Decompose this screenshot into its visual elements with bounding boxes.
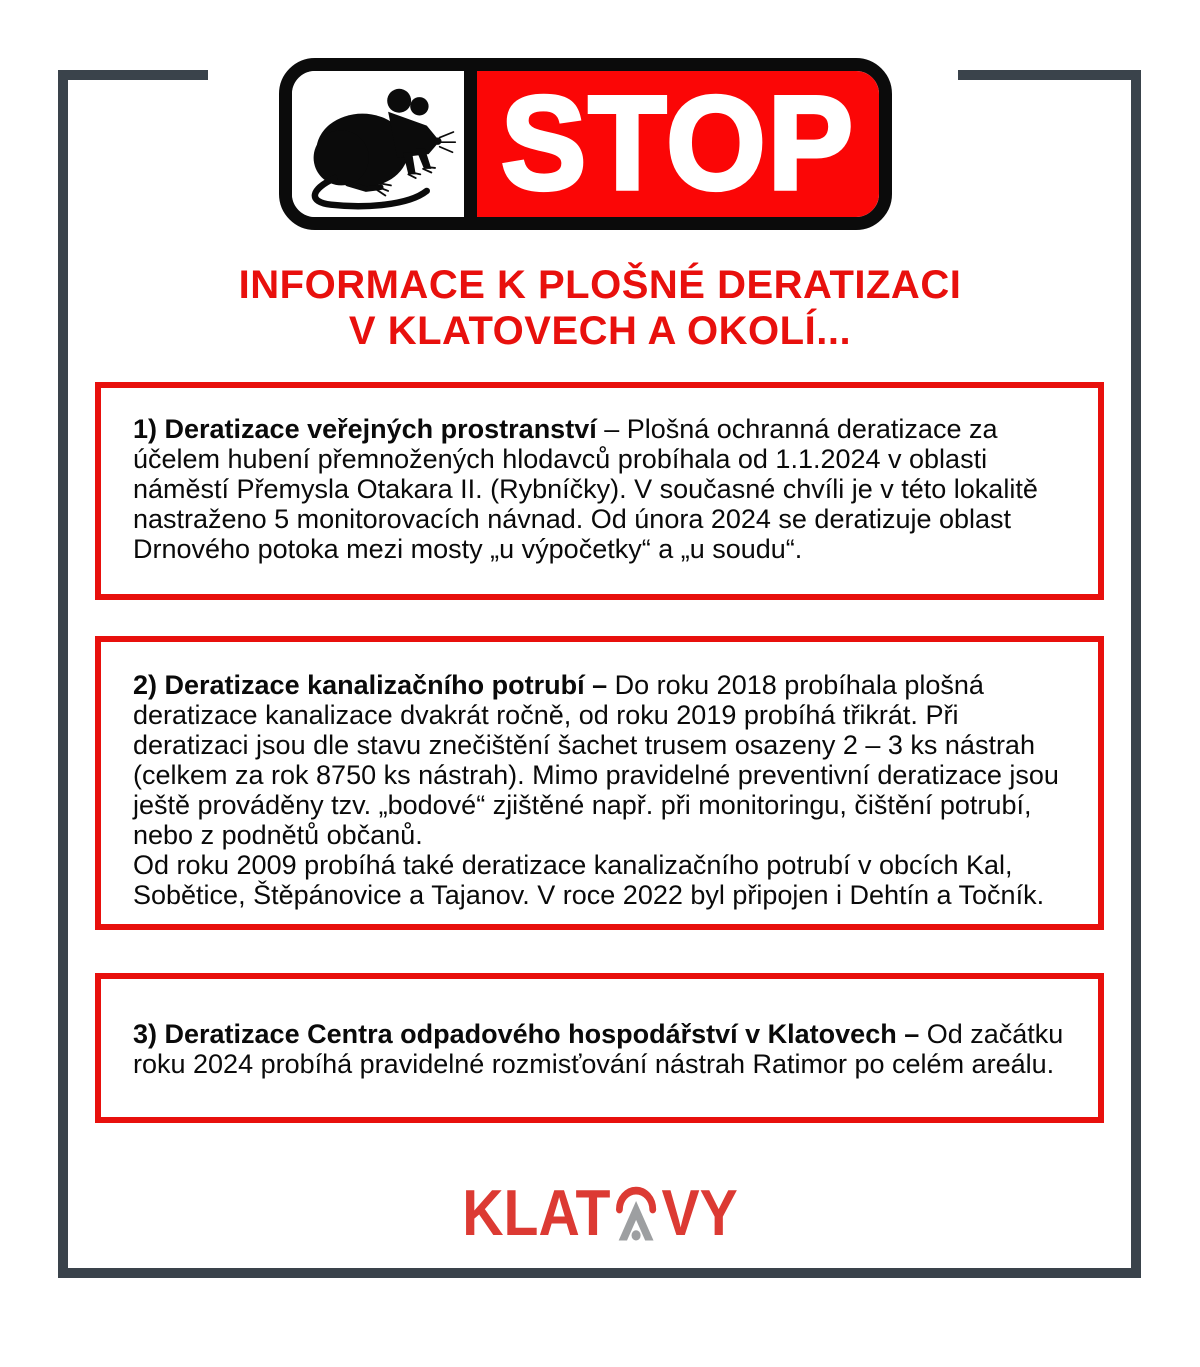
- klatovy-logo-right: VY: [661, 1176, 738, 1249]
- klatovy-logo-o-mark-icon: [613, 1182, 659, 1244]
- rat-panel: [292, 71, 464, 217]
- section-sewer-pipes-heading: 2) Deratizace kanalizačního potrubí –: [133, 670, 615, 700]
- section-waste-center-text: [133, 1019, 1072, 1079]
- section-public-areas: [95, 382, 1104, 600]
- section-public-areas-text: [133, 414, 1072, 564]
- section-sewer-pipes-text-2: [133, 850, 1072, 910]
- klatovy-logo-left: KLAT: [462, 1176, 611, 1249]
- section-waste-center-body: Od začátku roku 2024 probíhá pravidelné rozmisťování nástrah Ratimor po celém areálu.: [133, 1019, 1064, 1079]
- sign-divider: [464, 71, 477, 217]
- stop-rat-sign: [279, 58, 892, 230]
- page-title: [0, 262, 1200, 354]
- stop-label: STOP: [500, 69, 856, 218]
- section-public-areas-heading: 1) Deratizace veřejných prostranství: [133, 414, 597, 444]
- section-sewer-pipes-body: Do roku 2018 probíhala plošná deratizace kanalizace dvakrát ročně, od roku 2019 probíhá třikrát. Při deratizaci jsou dle stavu znečištění šachet trusem osazeny 2 – 3 ks nástrah (celkem za rok 8750 ks nástrah). Mimo pravidelné preventivní deratizace jsou ještě prováděny tzv. „bodové“ zjištěné např. při monitoringu, čištění potrubí, nebo z podnětů občanů.: [133, 670, 1059, 850]
- section-sewer-pipes-text: [133, 670, 1072, 850]
- section-public-areas-body: – Plošná ochranná deratizace za účelem hubení přemnožených hlodavců probíhala od 1.1.2024 v oblasti náměstí Přemysla Otakara II. (Rybníčky). V současné chvíli je v této lokalitě nastraženo 5 monitorovacích návnad. Od února 2024 se deratizuje oblast Drnového potoka mezi mosty „u výpočetky“ a „u soudu“.: [133, 414, 1038, 564]
- section-waste-center-heading: 3) Deratizace Centra odpadového hospodářství v Klatovech –: [133, 1019, 927, 1049]
- section-sewer-pipes: [95, 636, 1104, 930]
- section-sewer-pipes-body2: Od roku 2009 probíhá také deratizace kanalizačního potrubí v obcích Kal, Sobětice, Štěpánovice a Tajanov. V roce 2022 byl připojen i Dehtín a Točník.: [133, 850, 1045, 910]
- section-waste-center: [95, 973, 1104, 1123]
- klatovy-logo: [72, 1176, 1128, 1249]
- stop-panel: [477, 71, 879, 217]
- page-title-line2: V KLATOVECH A OKOLÍ...: [348, 309, 852, 353]
- rat-icon: [299, 75, 457, 213]
- page-title-line1: INFORMACE K PLOŠNÉ DERATIZACI: [238, 263, 962, 307]
